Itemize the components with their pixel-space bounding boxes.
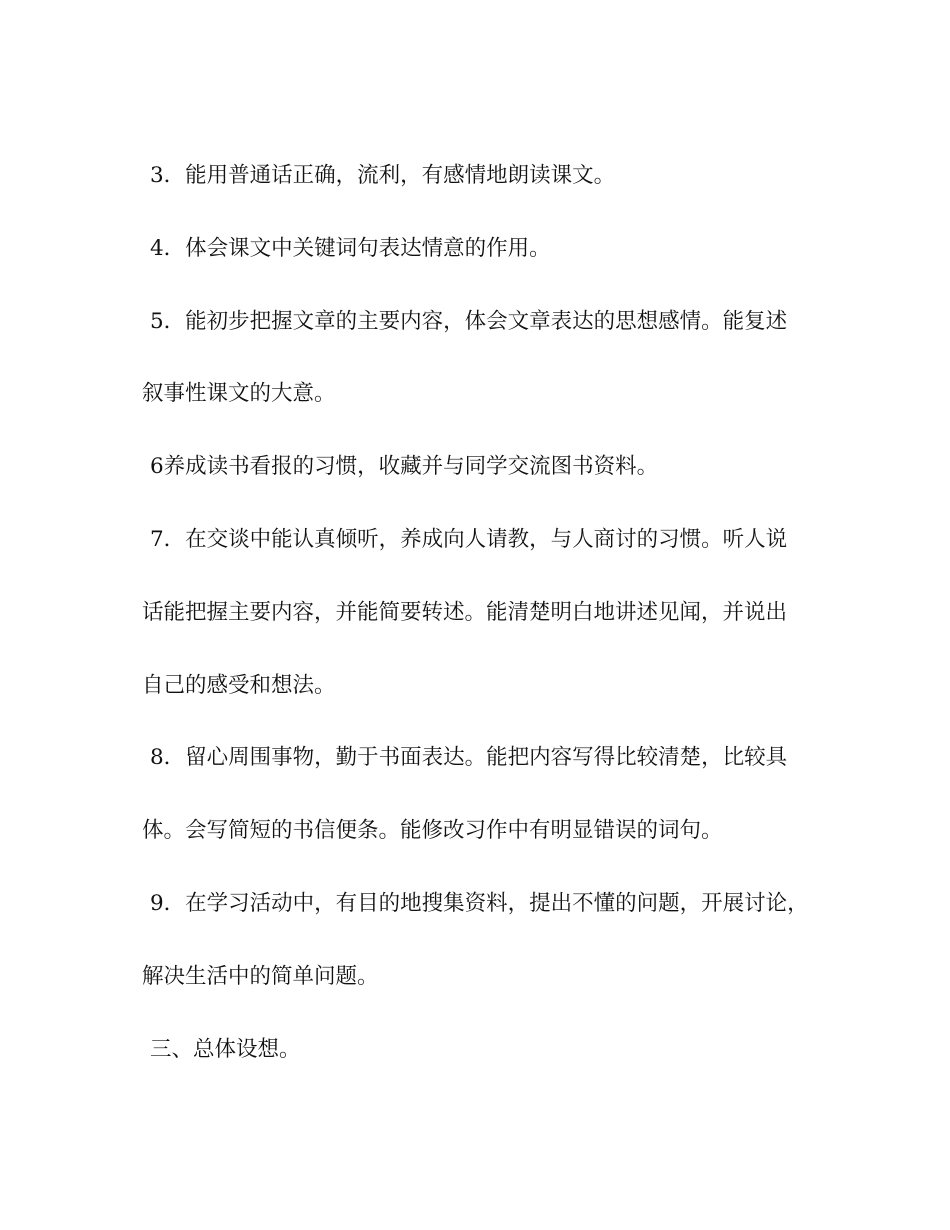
list-item-8-continued: 体。会写简短的书信便条。能修改习作中有明显错误的词句。 [142, 818, 723, 844]
list-item-7-continued: 话能把握主要内容，并能简要转述。能清楚明白地讲述见闻，并说出 [142, 599, 788, 625]
list-item-5: 5．能初步把握文章的主要内容，体会文章表达的思想感情。能复述 [150, 308, 788, 334]
list-item-7-continued-2: 自己的感受和想法。 [142, 672, 336, 698]
list-item-7: 7．在交谈中能认真倾听，养成向人请教，与人商讨的习惯。听人说 [150, 526, 788, 552]
list-item-3: 3．能用普通话正确，流利，有感情地朗读课文。 [150, 163, 616, 188]
list-item-8: 8．留心周围事物，勤于书面表达。能把内容写得比较清楚，比较具 [150, 745, 788, 771]
list-item-9: 9．在学习活动中，有目的地搜集资料，提出不懂的问题，开展讨论， [150, 890, 809, 916]
section-heading: 三、总体设想。 [150, 1036, 301, 1062]
list-item-5-continued: 叙事性课文的大意。 [142, 381, 336, 407]
list-item-4: 4．体会课文中关键词句表达情意的作用。 [150, 235, 551, 261]
list-item-9-continued: 解决生活中的简单问题。 [142, 963, 379, 989]
list-item-6: 6养成读书看报的习惯，收藏并与同学交流图书资料。 [150, 454, 659, 480]
document-body [142, 140, 822, 1086]
